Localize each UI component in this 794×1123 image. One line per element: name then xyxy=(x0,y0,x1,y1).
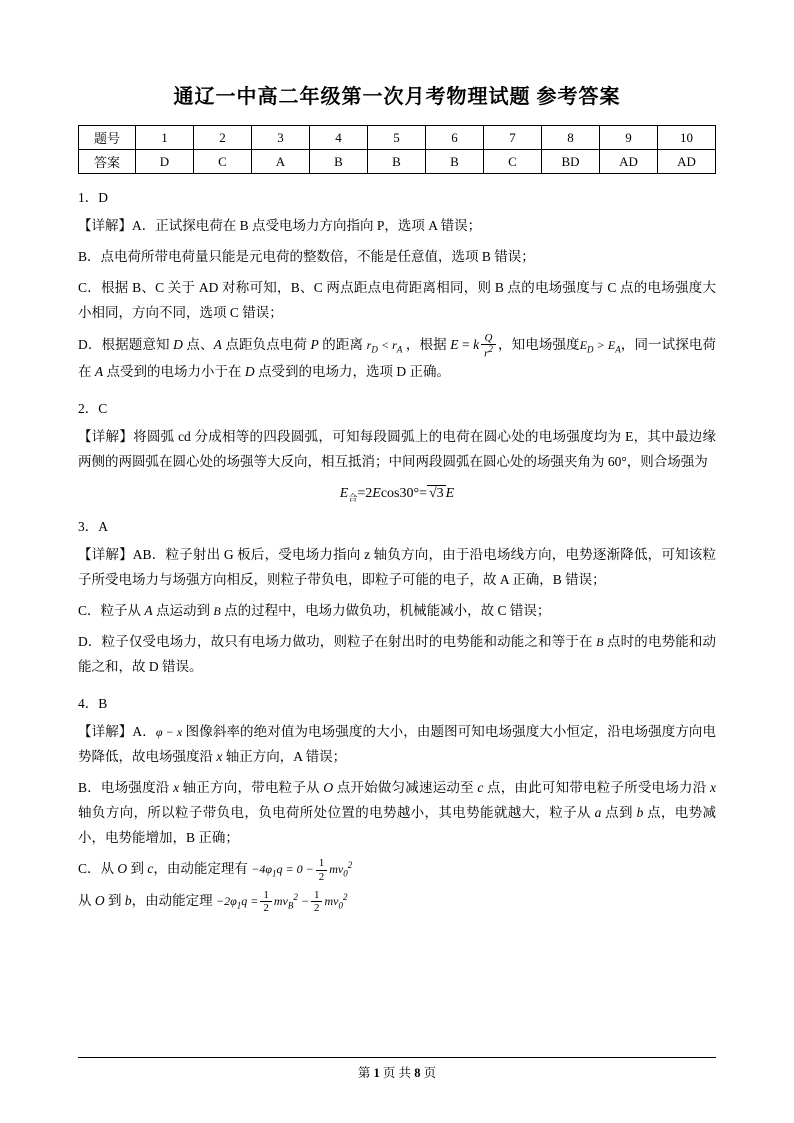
footer-total-pages: 8 xyxy=(414,1066,421,1080)
solution-heading-2: 2．C xyxy=(78,400,108,416)
table-cell-answer: C xyxy=(484,150,542,174)
footer-prefix: 第 xyxy=(357,1066,371,1080)
solution-paragraph-c2: 从 O 到 b，由动能定理 $-2\varphi_1q$ = $\frac{1}{2}$ $mv_B^2$ − $\frac{1}{2}$ $mv_0^2$ xyxy=(78,888,348,915)
table-header-question-number: 题号 xyxy=(79,126,136,150)
table-cell-answer: D xyxy=(136,150,194,174)
solution-paragraph: 【详解】将圆弧 cd 分成相等的四段圆弧，可知每段圆弧上的电荷在圆心处的电场强度均为 E，其中最边缘两侧的两圆弧在圆心处的场强等大反向，相互抵消；中间两段圆弧在圆心处的场强夹角为 60°，则合场强为 xyxy=(78,428,716,469)
table-cell-answer: AD xyxy=(658,150,716,174)
table-cell-number: 7 xyxy=(484,126,542,150)
footer-middle: 页 共 xyxy=(382,1066,412,1080)
table-cell-answer: BD xyxy=(542,150,600,174)
formula-fraction-half: $\frac{1}{2}$ xyxy=(260,889,272,914)
table-cell-number: 6 xyxy=(426,126,484,150)
footer-suffix: 页 xyxy=(423,1066,437,1080)
solution-paragraph-with-formula: D．根据题意知 D 点、A 点距负点电荷 P 的距离 $r_D < r_A$ ，根据 E = k $\frac{Q}{r^2}$ ，知电场强度$E_D > E_A$，同一试探电荷在 A 点受到的电场力小于在 D 点受到的电场力，选项 D 正确。 xyxy=(78,331,717,379)
solution-heading-4: 4．B xyxy=(78,696,108,712)
table-cell-answer: AD xyxy=(600,150,658,174)
formula-fraction-q-r2: $\frac{Q}{r^2}$ xyxy=(481,332,496,360)
solution-heading-3: 3．A xyxy=(78,519,108,535)
table-cell-number: 1 xyxy=(136,126,194,150)
table-cell-answer: B xyxy=(310,150,368,174)
table-cell-number: 5 xyxy=(368,126,426,150)
solution-paragraph-c: C．从 O 到 c，由动能定理有 $-4\varphi_1q = 0$ − $\frac{1}{2}$ $mv_0^2$ xyxy=(78,857,353,883)
formula-fraction-half: $\frac{1}{2}$ xyxy=(316,857,328,882)
table-cell-answer: B xyxy=(426,150,484,174)
solution-heading-1: 1．D xyxy=(78,190,108,205)
solution-paragraph: D．粒子仅受电场力，故只有电场力做功，则粒子在射出时的电势能和动能之和等于在 B 点时的电势能和动能之和，故 D 错误。 xyxy=(78,634,717,675)
solution-paragraph: B．点电荷所带电荷量只能是元电荷的整数倍，不能是任意值，选项 B 错误； xyxy=(78,248,535,264)
table-cell-number: 8 xyxy=(542,126,600,150)
formula-fraction-half: $\frac{1}{2}$ xyxy=(311,889,323,914)
table-header-answer: 答案 xyxy=(79,150,136,174)
table-row-numbers xyxy=(79,126,716,150)
solution-paragraph: 【详解】A．正试探电荷在 B 点受电场力方向指向 P，选项 A 错误； xyxy=(78,218,482,233)
solution-paragraph: 【详解】A．φ − x 图像斜率的绝对值为电场强度的大小，由题图可知电场强度大小恒定，沿电场强度方向电势降低，故电场强度沿 x 轴正方向，A 错误； xyxy=(78,724,717,765)
table-cell-number: 9 xyxy=(600,126,658,150)
table-cell-number: 4 xyxy=(310,126,368,150)
solution-paragraph: B．电场强度沿 x 轴正方向，带电粒子从 O 点开始做匀减速运动至 c 点，由此可知带电粒子所受电场力沿 x 轴负方向，所以粒子带负电，负电荷所处位置的电势越小，其电势能就越大，粒子从 a 点到 b 点，电势减小，电势能增加，B 正确； xyxy=(78,780,717,846)
solution-text-d: D．根据题意知 D 点、A 点距负点电荷 P 的距离 $r_D < r_A$ ，根据 E = k xyxy=(78,336,480,355)
table-cell-answer: C xyxy=(194,150,252,174)
footer-page-number: 1 xyxy=(373,1066,380,1080)
formula-resultant-field: $E_合=2Ecos30^\circ= √3$ E xyxy=(339,485,455,503)
table-row-answers xyxy=(79,150,716,174)
table-cell-number: 10 xyxy=(658,126,716,150)
table-cell-answer: A xyxy=(252,150,310,174)
table-cell-number: 3 xyxy=(252,126,310,150)
table-cell-answer: B xyxy=(368,150,426,174)
answer-table xyxy=(78,125,716,174)
solution-paragraph: C．根据 B、C 关于 AD 对称可知，B、C 两点距点电荷距离相同，则 B 点的电场强度与 C 点的电场强度大小相同，方向不同，选项 C 错误； xyxy=(78,279,716,320)
solution-paragraph: 【详解】AB．粒子射出 G 板后，受电场力指向 z 轴负方向，由于沿电场线方向，电势逐渐降低，可知该粒子所受电场力与场强方向相反，则粒子带负电，即粒子可能的电子，故 A 正确，B 错误； xyxy=(78,547,716,588)
solution-paragraph: C．粒子从 A 点运动到 B 点的过程中，电场力做负功，机械能减小，故 C 错误； xyxy=(78,603,551,619)
page-title: 通辽一中高二年级第一次月考物理试题 参考答案 xyxy=(173,86,621,108)
page-footer xyxy=(78,1057,716,1081)
table-cell-number: 2 xyxy=(194,126,252,150)
